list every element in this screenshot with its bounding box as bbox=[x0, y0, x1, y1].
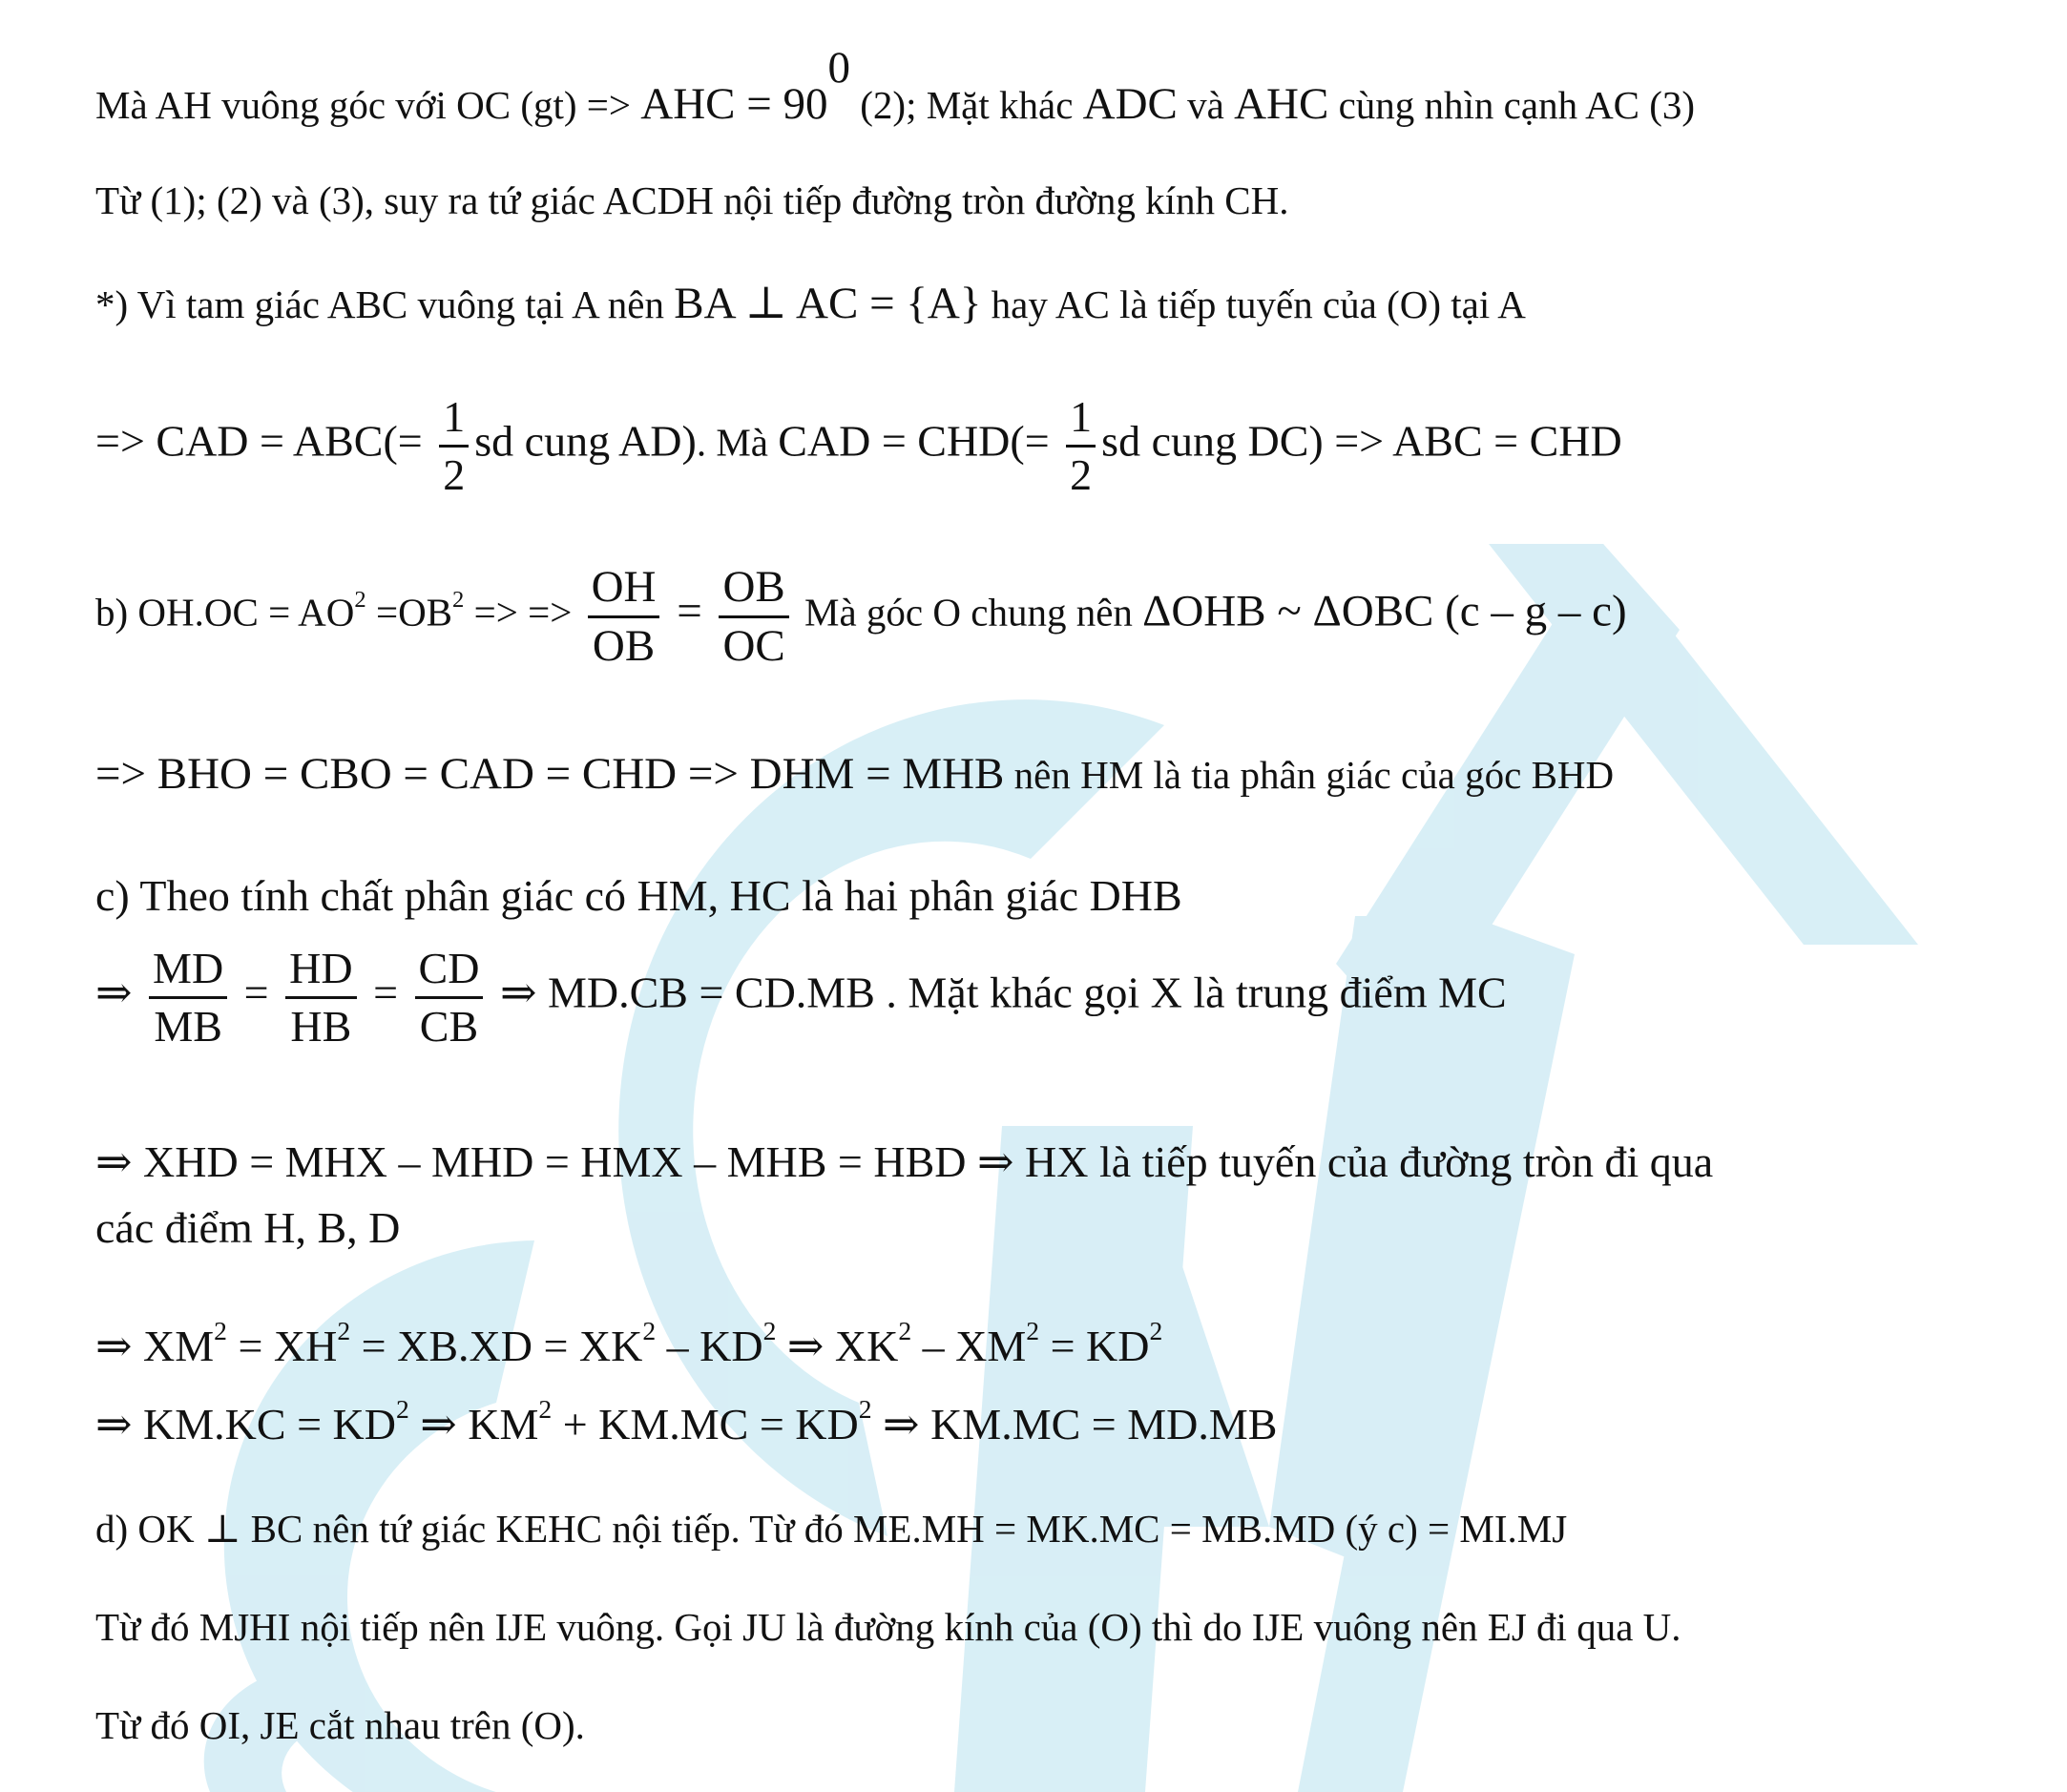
fraction-cd-cb: $\frac{CD}{CB}$ bbox=[415, 945, 484, 1050]
line-13: d) OK ⊥ BC nên tứ giác KEHC nội tiếp. Từ đó ME.MH = MK.MC = MB.MD (ý c) = MI.MJ bbox=[95, 1507, 1568, 1551]
line-12: ⇒ $KM.KC = KD^2$ ⇒ $KM^2 + KM.MC = KD^2$ ⇒ KM.MC = MD.MB bbox=[95, 1393, 1278, 1448]
line-7: c) Theo tính chất phân giác có HM, HC là hai phân giác DHB bbox=[95, 871, 1182, 920]
line-1: Mà AH vuông góc với OC (gt) => AHC = $90^0$ (2); Mặt khác ADC và AHC cùng nhìn cạnh AC (3) bbox=[95, 43, 1696, 129]
fraction-oh-ob: $\frac{OH}{OB}$ bbox=[588, 563, 660, 671]
line-5: b) $OH.OC = AO^2 =OB^2$ => => $\frac{OH}{OB}$ = $\frac{OB}{OC}$ Mà góc O chung nên ΔOHB ~ ΔOBC (c – g – c) bbox=[95, 562, 1627, 671]
line-4: => CAD = ABC(= $\frac{1}{2}$ sd cung AD). Mà CAD = CHD(= $\frac{1}{2}$ sd cung DC) => ABC = CHD bbox=[95, 392, 1622, 499]
line-9: ⇒ XHD = MHX – MHD = HMX – MHB = HBD ⇒ HX là tiếp tuyến của đường tròn đi qua bbox=[95, 1137, 1714, 1186]
line-8: ⇒ $\frac{MD}{MB}$ = $\frac{HD}{HB}$ = $\frac{CD}{CB}$ ⇒ MD.CB = CD.MB . Mặt khác gọi X là trung điểm MC bbox=[95, 944, 1507, 1051]
line-6: => BHO = CBO = CAD = CHD => DHM = MHB nên HM là tia phân giác của góc BHD bbox=[95, 749, 1615, 799]
line-11: ⇒ $XM^2 = XH^2 = XB.XD = XK^2 - KD^2$ ⇒ $XK^2 - XM^2 = KD^2$ bbox=[95, 1315, 1163, 1370]
fraction-md-mb: $\frac{MD}{MB}$ bbox=[149, 945, 227, 1050]
line-15: Từ đó OI, JE cắt nhau trên (O). bbox=[95, 1703, 585, 1747]
line-3: *) Vì tam giác ABC vuông tại A nên BA ⊥ AC = {A} hay AC là tiếp tuyến của (O) tại A bbox=[95, 279, 1526, 328]
fraction-half: $\frac{1}{2}$ bbox=[439, 393, 469, 498]
line-10: các điểm H, B, D bbox=[95, 1203, 401, 1252]
fraction-half: $\frac{1}{2}$ bbox=[1066, 393, 1096, 498]
fraction-hd-hb: $\frac{HD}{HB}$ bbox=[285, 945, 356, 1050]
fraction-ob-oc: $\frac{OB}{OC}$ bbox=[719, 563, 788, 671]
line-14: Từ đó MJHI nội tiếp nên IJE vuông. Gọi JU là đường kính của (O) thì do IJE vuông nên EJ đi qua U. bbox=[95, 1605, 1681, 1649]
line-2: Từ (1); (2) và (3), suy ra tứ giác ACDH nội tiếp đường tròn đường kính CH. bbox=[95, 178, 1289, 222]
